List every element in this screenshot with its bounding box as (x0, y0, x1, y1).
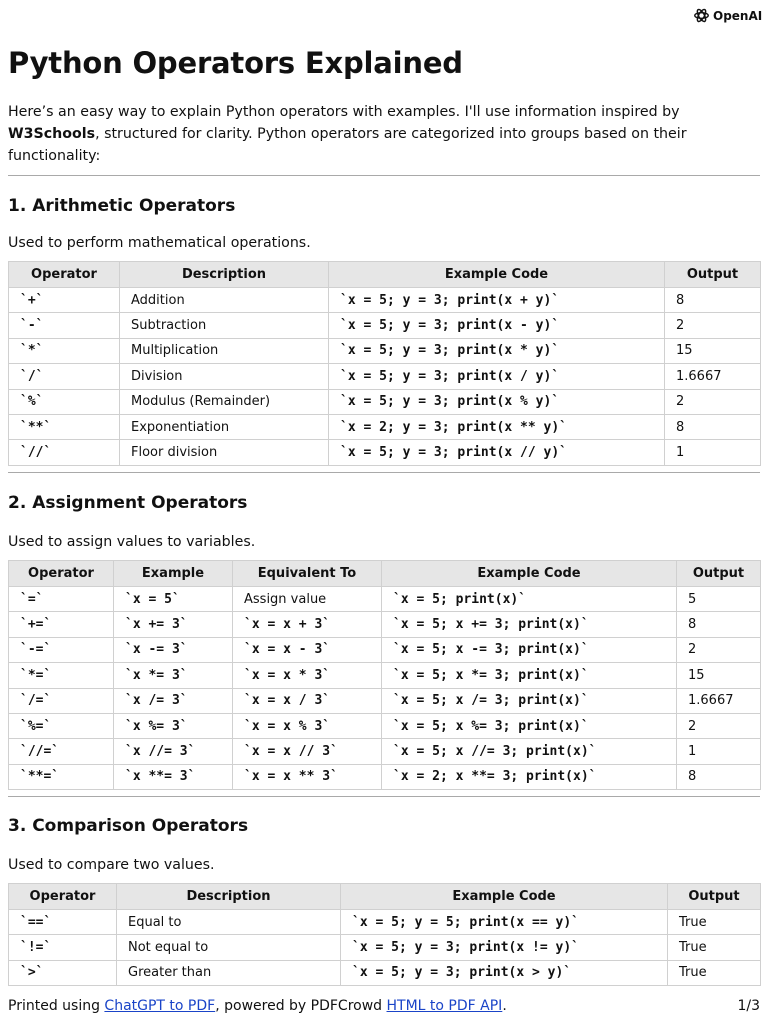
table-header-row (9, 561, 761, 587)
table-cell: `x = 5` (114, 587, 233, 612)
table-row (9, 587, 761, 612)
table-cell: `x = x / 3` (233, 688, 382, 713)
table-row (9, 739, 761, 764)
table-cell: True (668, 960, 761, 985)
column-header: Operator (9, 884, 117, 910)
table-cell: Addition (120, 288, 329, 313)
table-cell: `x = 5; y = 5; print(x == y)` (341, 910, 668, 935)
table-row (9, 688, 761, 713)
section-subtitle-arithmetic: Used to perform mathematical operations. (8, 235, 311, 251)
table-cell: `x = 5; x += 3; print(x)` (382, 612, 677, 637)
intro-paragraph (8, 101, 748, 167)
table-cell: `%` (9, 389, 120, 414)
table-cell: 15 (677, 663, 761, 688)
column-header: Description (120, 262, 329, 288)
logo-text: OpenAI (713, 8, 763, 23)
column-header: Operator (9, 262, 120, 288)
column-header: Example (114, 561, 233, 587)
table-cell: `x = x * 3` (233, 663, 382, 688)
table-cell: `x = x ** 3` (233, 764, 382, 789)
column-header: Example Code (382, 561, 677, 587)
table-cell: Multiplication (120, 338, 329, 363)
table-cell: Floor division (120, 440, 329, 465)
table-cell: `-` (9, 313, 120, 338)
table-cell: `x = x + 3` (233, 612, 382, 637)
table-cell: `//` (9, 440, 120, 465)
table-row (9, 364, 761, 389)
table-cell: `x = 5; x *= 3; print(x)` (382, 663, 677, 688)
comparison-table (8, 883, 761, 986)
divider (8, 472, 760, 473)
table-row (9, 338, 761, 363)
table-cell: `x = 5; x /= 3; print(x)` (382, 688, 677, 713)
table-row (9, 910, 761, 935)
table-cell: Modulus (Remainder) (120, 389, 329, 414)
table-cell: Subtraction (120, 313, 329, 338)
table-cell: `x = x // 3` (233, 739, 382, 764)
table-cell: Not equal to (117, 935, 341, 960)
table-cell: `/` (9, 364, 120, 389)
table-cell: `%=` (9, 713, 114, 738)
section-heading-arithmetic: 1. Arithmetic Operators (8, 196, 236, 216)
table-cell: `x = x % 3` (233, 713, 382, 738)
footer-middle: , powered by PDFCrowd (215, 998, 387, 1014)
table-cell: `**=` (9, 764, 114, 789)
table-cell: `x = 5; y = 3; print(x / y)` (329, 364, 665, 389)
assignment-table (8, 560, 761, 790)
column-header: Equivalent To (233, 561, 382, 587)
table-cell: `x *= 3` (114, 663, 233, 688)
table-cell: `==` (9, 910, 117, 935)
table-cell: `=` (9, 587, 114, 612)
table-cell: `!=` (9, 935, 117, 960)
table-row (9, 713, 761, 738)
table-cell: 5 (677, 587, 761, 612)
column-header: Example Code (341, 884, 668, 910)
table-cell: `x %= 3` (114, 713, 233, 738)
column-header: Output (677, 561, 761, 587)
table-row (9, 389, 761, 414)
table-cell: 2 (677, 637, 761, 662)
table-cell: True (668, 935, 761, 960)
table-cell: 1.6667 (665, 364, 761, 389)
column-header: Example Code (329, 262, 665, 288)
table-row (9, 288, 761, 313)
table-cell: 8 (677, 764, 761, 789)
table-cell: `x -= 3` (114, 637, 233, 662)
table-cell: `x = 2; x **= 3; print(x)` (382, 764, 677, 789)
page-title: Python Operators Explained (8, 46, 463, 80)
table-cell: `*=` (9, 663, 114, 688)
footer-prefix: Printed using (8, 998, 105, 1014)
table-cell: `x = 5; x //= 3; print(x)` (382, 739, 677, 764)
table-cell: `x = 5; y = 3; print(x != y)` (341, 935, 668, 960)
table-cell: `x = 5; y = 3; print(x > y)` (341, 960, 668, 985)
table-cell: `x = 5; print(x)` (382, 587, 677, 612)
table-cell: 1.6667 (677, 688, 761, 713)
divider (8, 175, 760, 176)
intro-text-2: , structured for clarity. Python operators are categorized into groups based on their functionality: (8, 126, 687, 164)
table-cell: 2 (665, 389, 761, 414)
table-row (9, 764, 761, 789)
table-cell: `+=` (9, 612, 114, 637)
section-subtitle-assignment: Used to assign values to variables. (8, 534, 256, 550)
openai-knot-icon (693, 7, 710, 24)
table-cell: `x = 5; y = 3; print(x - y)` (329, 313, 665, 338)
table-cell: `x = 5; y = 3; print(x // y)` (329, 440, 665, 465)
table-cell: `x /= 3` (114, 688, 233, 713)
table-row (9, 960, 761, 985)
table-cell: Equal to (117, 910, 341, 935)
html-to-pdf-api-link[interactable]: HTML to PDF API (386, 998, 503, 1014)
table-row (9, 440, 761, 465)
table-cell: `x = 2; y = 3; print(x ** y)` (329, 414, 665, 439)
table-cell: 8 (677, 612, 761, 637)
intro-text-1: Here’s an easy way to explain Python operators with examples. I'll use information inspired by (8, 104, 680, 120)
table-cell: `x = 5; x -= 3; print(x)` (382, 637, 677, 662)
table-cell: True (668, 910, 761, 935)
table-cell: Assign value (233, 587, 382, 612)
table-cell: Division (120, 364, 329, 389)
table-cell: Greater than (117, 960, 341, 985)
table-cell: `x = 5; y = 3; print(x % y)` (329, 389, 665, 414)
table-cell: 8 (665, 414, 761, 439)
table-cell: `>` (9, 960, 117, 985)
table-row (9, 414, 761, 439)
divider (8, 796, 760, 797)
table-row (9, 313, 761, 338)
section-heading-comparison: 3. Comparison Operators (8, 816, 249, 836)
table-cell: 2 (665, 313, 761, 338)
table-cell: `+` (9, 288, 120, 313)
column-header: Description (117, 884, 341, 910)
page-number: 1/3 (737, 998, 760, 1014)
table-cell: `x = 5; y = 3; print(x + y)` (329, 288, 665, 313)
table-cell: `x = x - 3` (233, 637, 382, 662)
footer-suffix: . (502, 998, 507, 1014)
table-header-row (9, 884, 761, 910)
openai-logo (693, 7, 762, 24)
column-header: Output (668, 884, 761, 910)
table-cell: `//=` (9, 739, 114, 764)
table-cell: `x = 5; y = 3; print(x * y)` (329, 338, 665, 363)
table-cell: `/=` (9, 688, 114, 713)
table-cell: `x **= 3` (114, 764, 233, 789)
table-header-row (9, 262, 761, 288)
table-cell: Exponentiation (120, 414, 329, 439)
table-cell: 1 (677, 739, 761, 764)
table-cell: 2 (677, 713, 761, 738)
intro-bold-source: W3Schools (8, 126, 96, 142)
column-header: Operator (9, 561, 114, 587)
table-cell: `**` (9, 414, 120, 439)
table-cell: `-=` (9, 637, 114, 662)
table-row (9, 935, 761, 960)
table-cell: 15 (665, 338, 761, 363)
table-row (9, 612, 761, 637)
table-cell: 1 (665, 440, 761, 465)
table-cell: `x += 3` (114, 612, 233, 637)
table-row (9, 663, 761, 688)
section-heading-assignment: 2. Assignment Operators (8, 493, 248, 513)
table-cell: `*` (9, 338, 120, 363)
chatgpt-to-pdf-link[interactable]: ChatGPT to PDF (104, 998, 216, 1014)
column-header: Output (665, 262, 761, 288)
table-row (9, 637, 761, 662)
table-cell: `x = 5; x %= 3; print(x)` (382, 713, 677, 738)
table-cell: `x //= 3` (114, 739, 233, 764)
arithmetic-table (8, 261, 761, 466)
section-subtitle-comparison: Used to compare two values. (8, 857, 215, 873)
footer (8, 996, 760, 1016)
table-cell: 8 (665, 288, 761, 313)
